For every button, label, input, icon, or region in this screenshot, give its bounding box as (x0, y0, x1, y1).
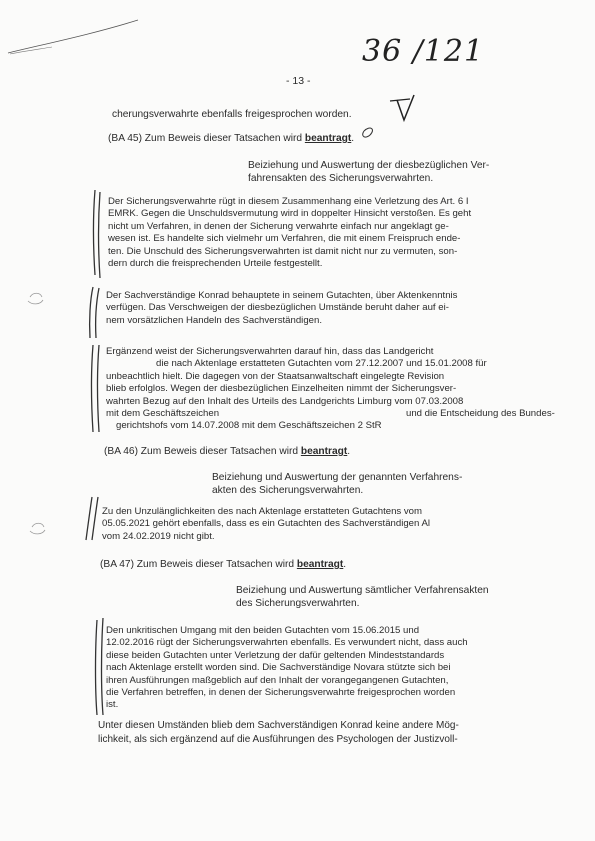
paragraph-4: Zu den Unzulänglichkeiten des nach Aktenlage erstatteten Gutachtens vom 05.05.2021 gehört ebenfalls, dass es ein Gutachten des Sachverständigen Al vom 24.02.2019 nicht gibt. (102, 506, 431, 542)
ba45-detail: Beiziehung und Auswertung der diesbezüglichen Ver- fahrensakten des Sicherungsverwahrten. (248, 160, 490, 184)
ba46-detail: Beiziehung und Auswertung der genannten Verfahrens- akten des Sicherungsverwahrten. (212, 472, 463, 496)
ba45-request: (BA 45) Zum Beweis dieser Tatsachen wird beantragt. (108, 133, 355, 144)
paragraph-5: Den unkritischen Umgang mit den beiden Gutachten vom 15.06.2015 und 12.02.2016 rügt der Sicherungsverwahrten ebenfalls. Es verwundert nicht, dass auch diese beiden Gutachten unter Verletzung der dafür geltenden Mindeststandards nach Aktenlage erstellt worden sind. Die Sachverständige Novara stützte sich bei ihren Ausführungen maßgeblich auf den Inhalt der vorangegangenen Gutachten, die Verfahren betreffen, in denen der Sicherungsverwahrte freigesprochen worden ist. (106, 625, 468, 711)
paragraph-1: Der Sicherungsverwahrte rügt in diesem Zusammenhang eine Verletzung des Art. 6 I EMRK. Gegen die Unschuldsvermutung wird in doppelter Hinsicht verstoßen. Es geht nicht um Verfahren, in denen der Sicherung verwahrte einfach nur angeklagt ge- wesen ist. Es handelte sich vielmehr um Verfahren, die mit einem Freispruch ende- ten. Die Unschuld des Sicherungsverwahrten ist damit nicht nur zu vermuten, son- dern durch die freisprechenden Urteile festgestellt. (108, 196, 472, 270)
handwritten-folio: 36 /121 (362, 34, 485, 69)
paragraph-3: Ergänzend weist der Sicherungsverwahrten darauf hin, dass das Landgericht die nach Aktenlage erstatteten Gutachten vom 27.12.2007 und 15.01.2008 für unbeachtlich hielt. Die dagegen von der Staatsanwaltschaft eingelegte Revision blieb erfolglos. Wegen der diesbezüglichen Einzelheiten nimmt der Sicherungsver- wahrten Bezug auf den Inhalt des Urteils des Landgerichts Limburg vom 07.03.2008 mit dem Geschäftszeichen und die Entscheidung des Bundes- gerichtshofs vom 14.07.2008 mit dem Geschäftszeichen 2 StR (106, 346, 555, 432)
intro-line: cherungsverwahrte ebenfalls freigesprochen worden. (112, 109, 352, 120)
ba47-detail: Beiziehung und Auswertung sämtlicher Verfahrensakten des Sicherungsverwahrten. (236, 585, 489, 609)
ba46-request: (BA 46) Zum Beweis dieser Tatsachen wird beantragt. (104, 446, 351, 457)
ba47-request: (BA 47) Zum Beweis dieser Tatsachen wird beantragt. (100, 559, 347, 570)
page-number: - 13 - (286, 75, 311, 87)
paragraph-2: Der Sachverständige Konrad behauptete in seinem Gutachten, über Aktenkenntnis verfügen. Das Verschweigen der diesbezüglichen Umstände beruht daher auf ei- nem vorsätzlichen Handeln des Sachverständigen. (106, 290, 458, 326)
paragraph-6: Unter diesen Umständen blieb dem Sachverständigen Konrad keine andere Mög- lichkeit, als sich ergänzend auf die Ausführungen des Psychologen der Justizvoll- (98, 720, 459, 745)
